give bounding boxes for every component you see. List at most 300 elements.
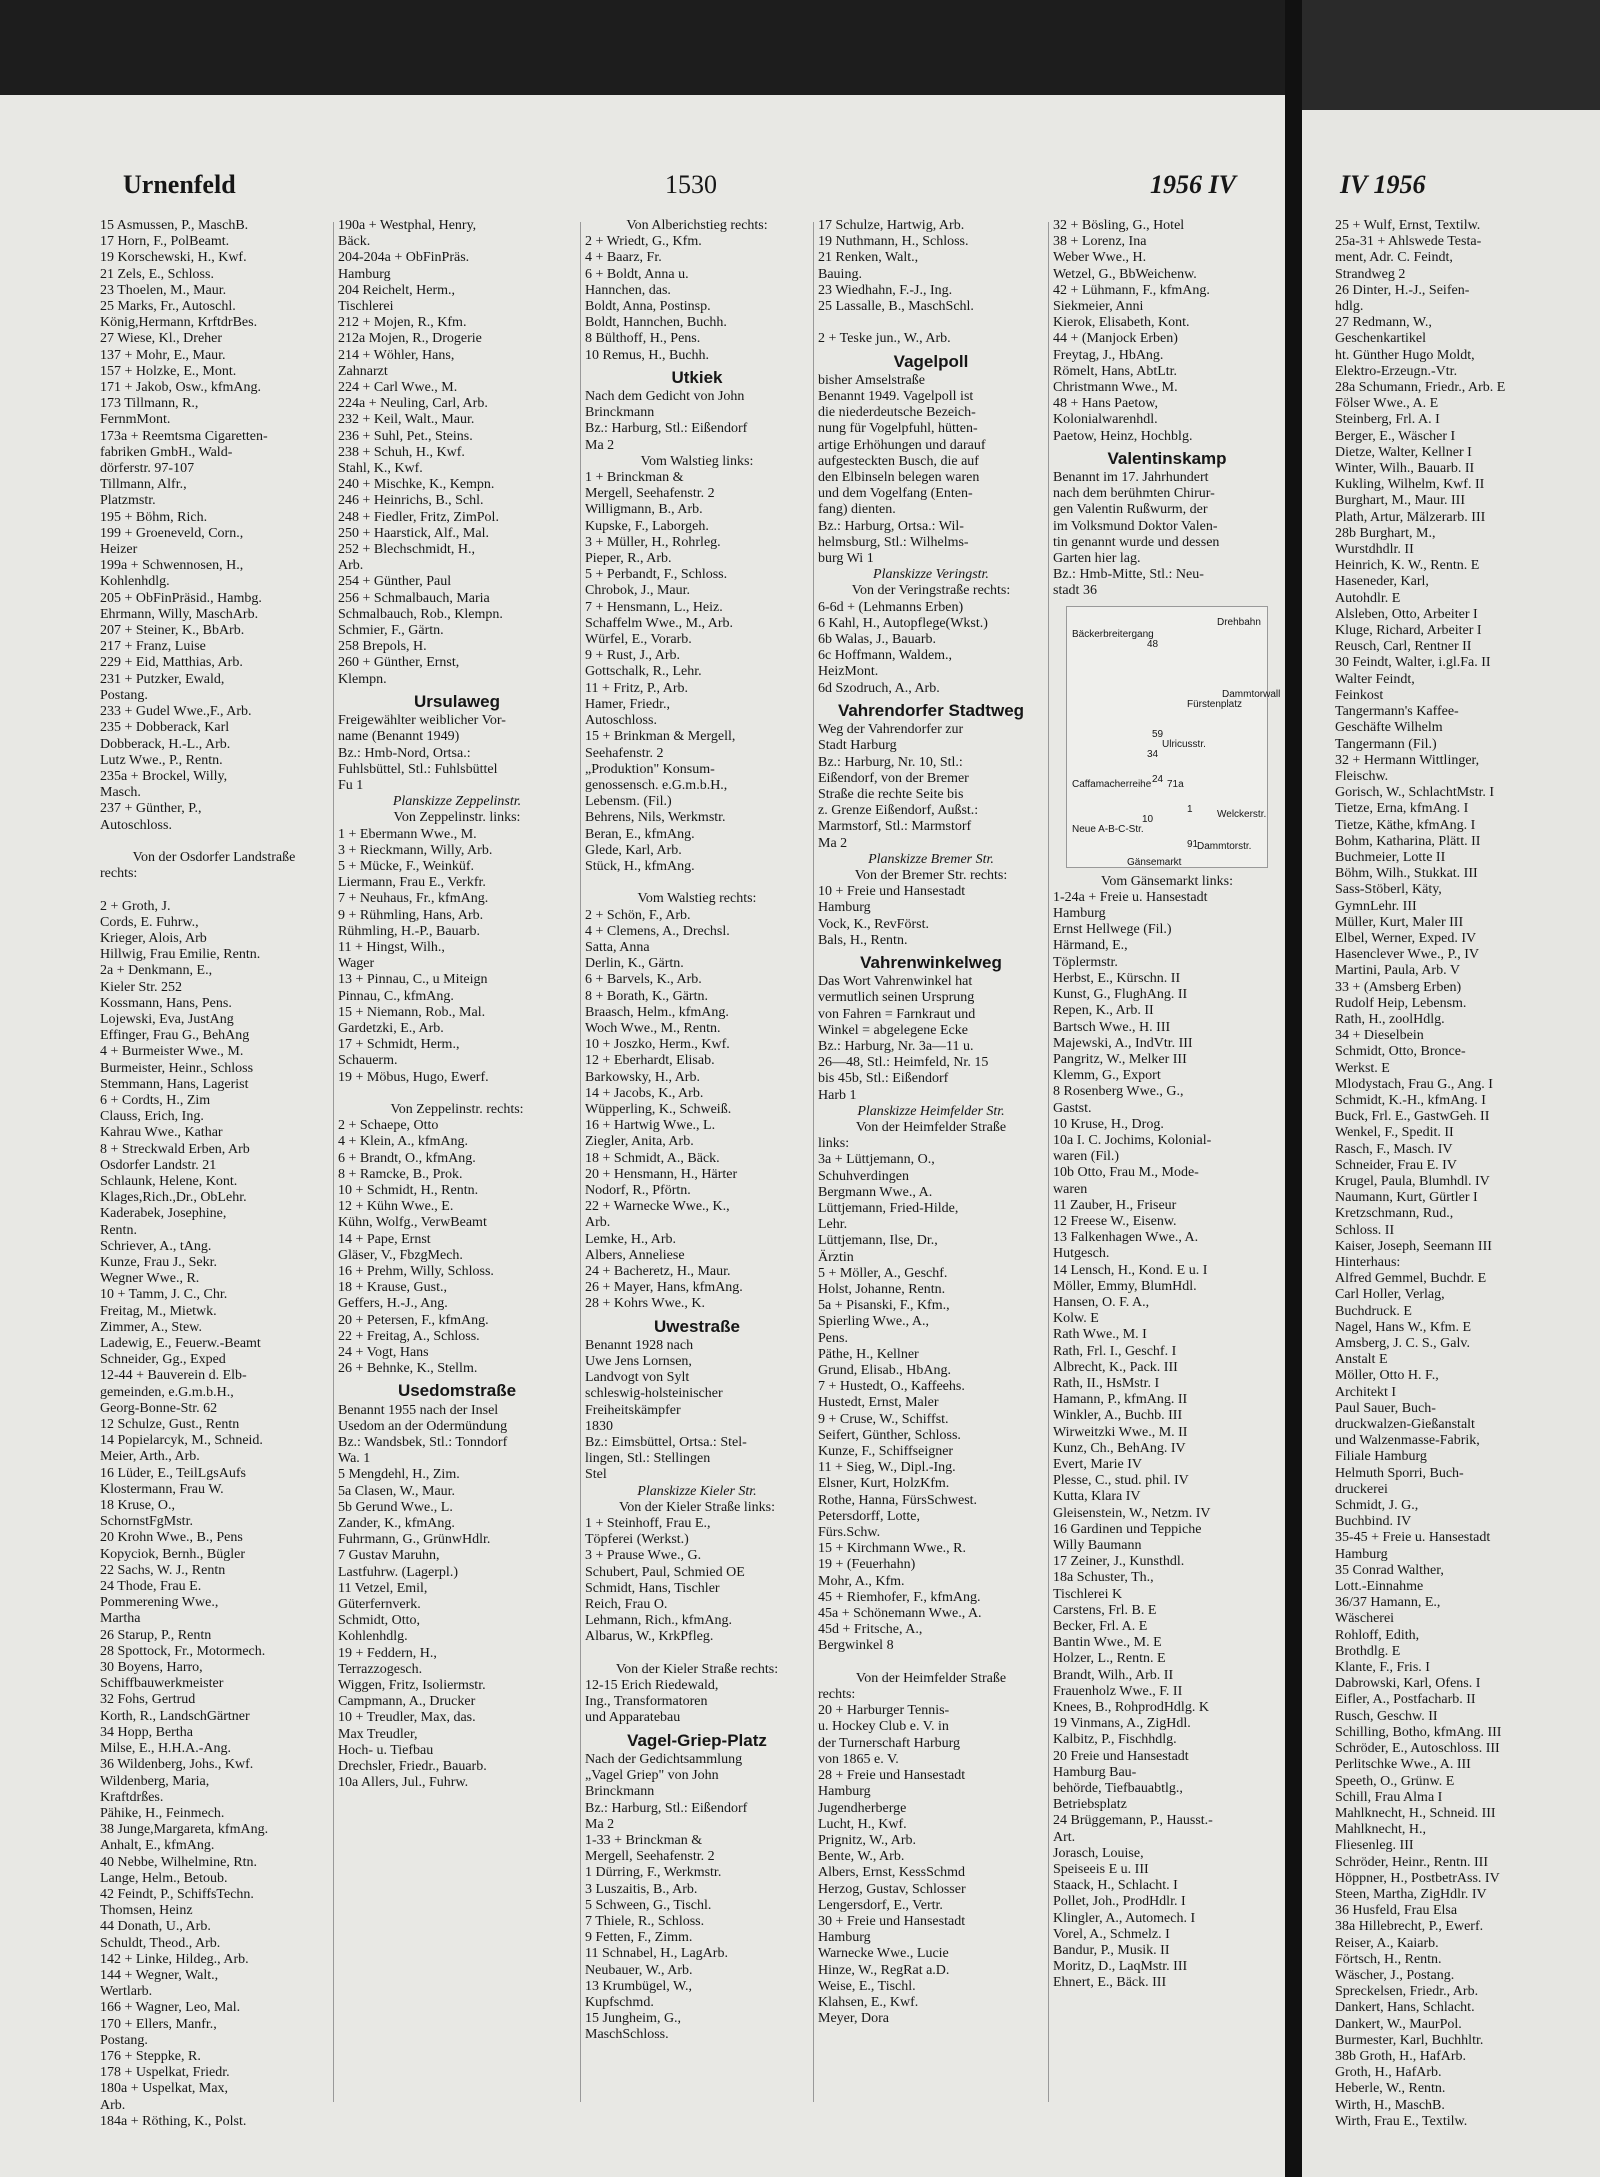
directory-entry: Vorel, A., Schmelz. I	[1053, 1926, 1170, 1942]
directory-entry: Wager	[338, 956, 375, 972]
directory-entry: 176 + Steppke, R.	[100, 2048, 201, 2064]
directory-entry: 27 Redmann, W.,	[1335, 315, 1432, 331]
directory-entry: 258 Brepols, H.	[338, 639, 427, 655]
directory-entry: Bantin Wwe., M. E	[1053, 1635, 1162, 1651]
directory-entry: 26 + Behnke, K., Stellm.	[338, 1361, 478, 1377]
directory-entry: Nagel, Hans W., Kfm. E	[1335, 1319, 1472, 1335]
directory-entry: 10b Otto, Frau M., Mode-	[1053, 1165, 1199, 1181]
direction-heading: Von der Osdorfer Landstraße	[132, 849, 296, 865]
directory-entry: Werkst. E	[1335, 1060, 1390, 1076]
directory-entry: Kunze, F., Schiffseigner	[818, 1444, 954, 1460]
map-house-number: 34	[1147, 748, 1159, 760]
directory-entry: Arb.	[585, 1215, 611, 1231]
directory-entry: 4 + Klein, A., kfmAng.	[338, 1134, 468, 1150]
directory-entry: König,Hermann, KrftdrBes.	[100, 315, 258, 331]
directory-entry: name (Benannt 1949)	[338, 729, 460, 745]
directory-entry: Evert, Marie IV	[1053, 1456, 1143, 1472]
directory-entry: Korth, R., LandschGärtner	[100, 1708, 250, 1724]
directory-entry: Wäscherei	[1335, 1611, 1395, 1627]
directory-entry: 8 Rosenberg Wwe., G.,	[1053, 1084, 1184, 1100]
directory-entry: 5 + Mücke, F., Weinküf.	[338, 858, 475, 874]
directory-entry: 48 + Hans Paetow,	[1053, 396, 1158, 412]
directory-entry: 229 + Eid, Matthias, Arb.	[100, 655, 243, 671]
directory-entry: 11 Zauber, H., Friseur	[1053, 1197, 1177, 1213]
directory-entry: Pieper, R., Arb.	[585, 551, 672, 567]
directory-entry: dörferstr. 97-107	[100, 461, 195, 477]
directory-entry: Rath, II., HsMstr. I	[1053, 1375, 1160, 1391]
map-label: Drehbahn	[1217, 616, 1261, 628]
directory-entry: 142 + Linke, Hildeg., Arb.	[100, 1951, 249, 1967]
directory-entry: Strandweg 2	[1335, 266, 1406, 282]
directory-entry: Schmidt, Otto,	[338, 1613, 421, 1629]
directory-entry: Petersdorff, Lotte,	[818, 1508, 920, 1524]
directory-entry: 11 Vetzel, Emil,	[338, 1580, 428, 1596]
directory-entry: Klingler, A., Automech. I	[1053, 1910, 1196, 1926]
directory-entry: 3 Luszaitis, B., Arb.	[585, 1881, 698, 1897]
directory-entry: Kieler Str. 252	[100, 979, 183, 995]
directory-entry: Möller, Emmy, BlumHdl.	[1053, 1278, 1197, 1294]
directory-entry: und Walzenmasse-Fabrik,	[1335, 1433, 1480, 1449]
directory-entry: 2 + Teske jun., W., Arb.	[818, 331, 951, 347]
street-heading: Vahrenwinkelweg	[860, 952, 1002, 972]
directory-entry: 1830	[585, 1418, 613, 1434]
directory-entry: 144 + Wegner, Walt.,	[100, 1967, 219, 1983]
directory-entry: Kunze, Frau J., Sekr.	[100, 1255, 218, 1270]
directory-entry: „Produktion" Konsum-	[585, 761, 715, 777]
directory-entry: Wetzel, G., BbWeichenw.	[1053, 266, 1197, 282]
directory-entry: von 1865 e. V.	[818, 1751, 899, 1767]
directory-entry: 34 Hopp, Bertha	[100, 1724, 193, 1740]
directory-entry: Ernst Hellwege (Fil.)	[1053, 922, 1172, 938]
directory-entry: 18 Kruse, O.,	[100, 1498, 176, 1514]
directory-entry: Pähike, H., Feinmech.	[100, 1805, 225, 1821]
directory-entry: 212 + Mojen, R., Kfm.	[338, 315, 467, 331]
directory-entry: Autohdlr. E	[1335, 590, 1401, 606]
directory-entry: Schneider, Frau E. IV	[1335, 1157, 1457, 1173]
directory-entry: Töplermstr.	[1053, 954, 1118, 970]
directory-entry: Rohloff, Edith,	[1335, 1627, 1420, 1643]
directory-entry: Wenkel, F., Spedit. II	[1335, 1125, 1454, 1141]
directory-entry: 14 Popielarcyk, M., Schneid.	[100, 1433, 263, 1449]
directory-entry: 27 Wiese, Kl., Dreher	[100, 331, 223, 347]
directory-entry: Satta, Anna	[585, 939, 650, 955]
directory-entry: die niederdeutsche Bezeich-	[818, 405, 976, 421]
directory-entry: Hamburg	[818, 900, 871, 916]
directory-entry: Prignitz, W., Arb.	[818, 1832, 917, 1848]
directory-entry: 38 + Lorenz, Ina	[1053, 234, 1147, 250]
directory-entry: Krugel, Paula, Blumhdl. IV	[1335, 1173, 1490, 1189]
direction-heading: Vom Walstieg links:	[640, 453, 754, 469]
directory-entry: 5a Clasen, W., Maur.	[338, 1483, 456, 1499]
directory-entry: 15 Asmussen, P., MaschB.	[100, 218, 249, 233]
directory-entry: Heinrich, K. W., Rentn. E	[1335, 558, 1480, 574]
directory-entry: Liermann, Frau E., Verkfr.	[338, 875, 486, 891]
directory-entry: Schmier, F., Gärtn.	[338, 623, 444, 639]
directory-entry: hdlg.	[1335, 299, 1364, 315]
directory-entry: 7 + Hustedt, O., Kaffeehs.	[818, 1379, 965, 1395]
directory-entry: Thomsen, Heinz	[100, 1903, 193, 1919]
directory-entry	[338, 1086, 576, 1102]
directory-entry: Kraftdrßes.	[100, 1789, 164, 1805]
directory-entry: 5 Schween, G., Tischl.	[585, 1897, 712, 1913]
directory-entry: Wildenberg, Maria,	[100, 1773, 210, 1789]
directory-entry: Spreckelsen, Friedr., Arb.	[1335, 1984, 1479, 2000]
directory-entry: Kupfschmd.	[585, 1994, 654, 2010]
directory-entry: Wirth, H., MaschB.	[1335, 2097, 1445, 2113]
directory-entry: Kalbitz, P., Fischhdlg.	[1053, 1732, 1177, 1748]
directory-entry: Bz.: Harburg, Nr. 3a—11 u.	[818, 1038, 974, 1054]
running-head-year: 1956 IV	[1150, 170, 1236, 199]
directory-entry: Benannt im 17. Jahrhundert	[1053, 470, 1209, 486]
directory-entry: Grund, Elisab., HbAng.	[818, 1363, 951, 1379]
directory-entry: 4 + Baarz, Fr.	[585, 250, 662, 266]
directory-entry: Mahlknecht, H.,	[1335, 1822, 1426, 1838]
directory-entry: 1 + Ebermann Wwe., M.	[338, 826, 477, 842]
directory-entry: links:	[818, 1136, 850, 1152]
directory-entry: Benannt 1955 nach der Insel	[338, 1402, 499, 1418]
directory-entry: Albarus, W., KrkPfleg.	[585, 1629, 714, 1645]
directory-entry: Kunst, G., FlughAng. II	[1053, 987, 1188, 1003]
directory-entry: 42 + Lühmann, F., kfmAng.	[1053, 282, 1210, 298]
directory-entry: 16 + Hartwig Wwe., L.	[585, 1118, 716, 1134]
directory-entry: Eifler, A., Postfacharb. II	[1335, 1692, 1476, 1708]
directory-entry: Clauss, Erich, Ing.	[100, 1109, 204, 1125]
directory-entry: Gardetzki, E., Arb.	[338, 1020, 444, 1036]
directory-column-2	[338, 218, 576, 2118]
directory-entry: 18 + Schmidt, A., Bäck.	[585, 1150, 720, 1166]
directory-entry: 44 Donath, U., Arb.	[100, 1919, 211, 1935]
directory-entry: 5 + Perbandt, F., Schloss.	[585, 567, 728, 583]
directory-entry: 11 + Fritz, P., Arb.	[585, 680, 689, 696]
directory-entry: Schriever, A., tAng.	[100, 1238, 212, 1254]
directory-entry: Heizer	[100, 542, 138, 558]
directory-entry: 199 + Groeneveld, Corn.,	[100, 525, 244, 541]
directory-entry: 1-24a + Freie u. Hansestadt	[1053, 889, 1208, 905]
directory-entry: Willigmann, B., Arb.	[585, 502, 703, 518]
direction-heading: Von Zeppelinstr. links:	[393, 810, 521, 826]
directory-entry: Haseneder, Karl,	[1335, 574, 1429, 590]
directory-entry: 233 + Gudel Wwe.,F., Arb.	[100, 704, 252, 720]
directory-entry: Reich, Frau O.	[585, 1597, 668, 1613]
directory-entry: Ärztin	[818, 1249, 854, 1265]
directory-entry: Rasch, F., Masch. IV	[1335, 1141, 1453, 1157]
directory-entry: 25 Marks, Fr., Autoschl.	[100, 299, 236, 315]
directory-entry: Buck, Frl. E., GastwGeh. II	[1335, 1109, 1490, 1125]
directory-entry: 5a + Pisanski, F., Kfm.,	[818, 1298, 950, 1314]
directory-entry: Weise, E., Tischl.	[818, 1978, 916, 1994]
directory-entry: Tangermann (Fil.)	[1335, 736, 1437, 752]
directory-entry: 32 + Hermann Wittlinger,	[1335, 752, 1480, 768]
directory-entry: 40 Nebbe, Wilhelmine, Rtn.	[100, 1854, 258, 1870]
map-reference: Planskizze Bremer Str.	[868, 851, 994, 867]
directory-entry: stadt 36	[1053, 583, 1097, 599]
directory-entry: lingen, Stl.: Stellingen	[585, 1451, 711, 1467]
directory-entry: Burmester, Karl, Buchhltr.	[1335, 2032, 1484, 2048]
directory-entry: 170 + Ellers, Manfr.,	[100, 2016, 217, 2032]
directory-entry: 1 Dürring, F., Werkmstr.	[585, 1865, 722, 1881]
directory-entry: Schubert, Paul, Schmied OE	[585, 1564, 745, 1580]
directory-entry: und dem Vogelfang (Enten-	[818, 486, 973, 502]
directory-entry: 22 + Freitag, A., Schloss.	[338, 1328, 480, 1344]
directory-entry: Tillmann, Alfr.,	[100, 477, 187, 493]
directory-entry: 19 + (Feuerhahn)	[818, 1557, 916, 1573]
directory-entry: Schuhverdingen	[818, 1168, 909, 1184]
directory-entry: Drechsler, Friedr., Bauarb.	[338, 1759, 487, 1775]
directory-entry: Meier, Arth., Arb.	[100, 1449, 200, 1465]
directory-entry: Staack, H., Schlacht. I	[1053, 1878, 1178, 1894]
directory-entry: Klempn.	[338, 671, 387, 687]
directory-entry: Pinnau, C., kfmAng.	[338, 988, 454, 1004]
directory-entry: Freytag, J., HbAng.	[1053, 347, 1164, 363]
running-head-street: Urnenfeld	[123, 170, 236, 199]
directory-entry: 6 Kahl, H., Autopflege(Wkst.)	[818, 615, 988, 631]
directory-entry: Würfel, E., Vorarb.	[585, 632, 692, 648]
directory-entry: 224 + Carl Wwe., M.	[338, 380, 458, 396]
directory-entry: 8 + Borath, K., Gärtn.	[585, 988, 708, 1004]
direction-heading: Von der Kieler Straße links:	[618, 1499, 776, 1515]
directory-entry: Wirweitzki Wwe., M. II	[1053, 1424, 1188, 1440]
directory-entry: 26—48, Stl.: Heimfeld, Nr. 15	[818, 1055, 989, 1071]
directory-entry: Lemke, H., Arb.	[585, 1231, 676, 1247]
directory-entry: 7 + Neuhaus, Fr., kfmAng.	[338, 891, 489, 907]
directory-entry: Ma 2	[585, 437, 615, 453]
directory-entry: Herzog, Gustav, Schlosser	[818, 1881, 966, 1897]
directory-entry: 15 + Brinkman & Mergell,	[585, 729, 736, 745]
directory-entry: Kaderabek, Josephine,	[100, 1206, 227, 1222]
directory-entry: Kolw. E	[1053, 1311, 1099, 1327]
directory-entry: 25 Lassalle, B., MaschSchl.	[818, 299, 974, 315]
directory-entry: 2 + Groth, J.	[100, 898, 171, 914]
map-house-number: 91	[1187, 838, 1199, 850]
directory-entry: Päthe, H., Kellner	[818, 1346, 919, 1362]
directory-entry: Campmann, A., Drucker	[338, 1694, 476, 1710]
directory-entry: Plesse, C., stud. phil. IV	[1053, 1473, 1189, 1489]
directory-entry: Arb.	[100, 2097, 126, 2113]
directory-entry: Reusch, Carl, Rentner II	[1335, 639, 1472, 655]
directory-entry: 252 + Blechschmidt, H.,	[338, 542, 475, 558]
directory-entry: Kossmann, Hans, Pens.	[100, 995, 232, 1011]
directory-entry: 236 + Suhl, Pet., Steins.	[338, 428, 473, 444]
directory-entry	[585, 1646, 809, 1662]
directory-column-right-page	[1335, 218, 1600, 2129]
directory-entry: 9 + Cruse, W., Schiffst.	[818, 1411, 949, 1427]
direction-heading: Von der Bremer Str. rechts:	[854, 867, 1008, 883]
directory-entry	[818, 315, 1044, 331]
directory-entry	[818, 1655, 1044, 1671]
directory-entry: 19 + Möbus, Hugo, Ewerf.	[338, 1069, 489, 1085]
directory-entry	[100, 834, 328, 850]
directory-entry: 6c Hoffmann, Waldem.,	[818, 648, 953, 664]
directory-entry: 21 Zels, E., Schloss.	[100, 266, 214, 282]
directory-entry: behörde, Tiefbauabtlg.,	[1053, 1781, 1183, 1797]
directory-entry: Bartsch Wwe., H. III	[1053, 1019, 1171, 1035]
directory-entry	[585, 875, 809, 891]
directory-entry: Lengersdorf, E., Vertr.	[818, 1897, 943, 1913]
directory-entry: Weber Wwe., H.	[1053, 250, 1147, 266]
directory-entry: 16 + Prehm, Willy, Schloss.	[338, 1264, 494, 1279]
directory-entry: 36 Husfeld, Frau Elsa	[1335, 1903, 1458, 1919]
directory-entry: Autoschloss.	[585, 713, 657, 729]
directory-entry: 2 + Schaepe, Otto	[338, 1118, 439, 1134]
directory-entry: Albers, Ernst, KessSchmd	[818, 1865, 965, 1881]
directory-entry: Dabrowski, Karl, Ofens. I	[1335, 1676, 1481, 1692]
directory-entry: Speiseeis E u. III	[1053, 1862, 1149, 1878]
directory-entry: Buchmeier, Lotte II	[1335, 849, 1446, 865]
directory-entry: Freiheitskämpfer	[585, 1402, 681, 1418]
directory-entry: 10a I. C. Jochims, Kolonial-	[1053, 1132, 1212, 1148]
directory-entry: Max Treudler,	[338, 1726, 418, 1742]
directory-entry: Klostermann, Frau W.	[100, 1481, 224, 1497]
directory-entry: 10 + Freie und Hansestadt	[818, 884, 966, 900]
directory-entry: 10a Allers, Jul., Fuhrw.	[338, 1775, 469, 1791]
directory-entry: im Volksmund Doktor Valen-	[1053, 518, 1218, 534]
directory-entry: Wüpperling, K., Schweiß.	[585, 1101, 732, 1117]
directory-entry: Carl Holler, Verlag,	[1335, 1287, 1445, 1303]
directory-entry: Höppner, H., PostbetrAss. IV	[1335, 1870, 1500, 1886]
directory-entry: Stel	[585, 1467, 607, 1483]
directory-entry: Winkel = abgelegene Ecke	[818, 1022, 968, 1038]
directory-entry: Albers, Anneliese	[585, 1247, 685, 1263]
directory-entry: Schröder, Heinr., Rentn. III	[1335, 1854, 1489, 1870]
directory-entry: Seehafenstr. 2	[585, 745, 664, 761]
directory-entry: Marmstorf, Stl.: Marmstorf	[818, 819, 972, 835]
directory-entry: Pens.	[818, 1330, 848, 1346]
directory-entry: Schiffbauwerkmeister	[100, 1676, 224, 1692]
directory-entry: 3a + Lüttjemann, O.,	[818, 1152, 935, 1168]
directory-entry: 16 Gardinen und Teppiche	[1053, 1521, 1202, 1537]
directory-entry: Kutta, Klara IV	[1053, 1489, 1141, 1505]
directory-entry: Dietze, Walter, Kellner I	[1335, 444, 1472, 460]
directory-entry: Tangermann's Kaffee-	[1335, 704, 1459, 720]
directory-entry: Gleisenstein, W., Netzm. IV	[1053, 1505, 1211, 1521]
directory-entry: SchornstFgMstr.	[100, 1514, 193, 1530]
directory-entry: Hamburg	[1053, 906, 1106, 922]
directory-entry: Kolonialwarenhdl.	[1053, 412, 1158, 428]
directory-entry: Albrecht, K., Pack. III	[1053, 1359, 1178, 1375]
directory-entry: 8 Bülthoff, H., Pens.	[585, 331, 701, 347]
directory-entry: Wertlarb.	[100, 1984, 153, 2000]
directory-entry: Geschäfte Wilhelm	[1335, 720, 1443, 736]
directory-entry: Hamburg	[338, 266, 391, 282]
directory-entry: Plath, Artur, Mälzerarb. III	[1335, 509, 1486, 525]
directory-entry: 35 Conrad Walther,	[1335, 1562, 1444, 1578]
directory-entry: GymnLehr. III	[1335, 898, 1417, 914]
directory-entry: Ziegler, Anita, Arb.	[585, 1134, 694, 1150]
directory-entry: vermutlich seinen Ursprung	[818, 990, 975, 1006]
directory-entry: Zimmer, A., Stew.	[100, 1319, 202, 1335]
directory-entry: Art.	[1053, 1829, 1076, 1845]
directory-entry: Härmand, E.,	[1053, 938, 1128, 954]
directory-entry: 9 + Rühmling, Hans, Arb.	[338, 907, 484, 923]
directory-entry: Kahrau Wwe., Kathar	[100, 1125, 223, 1141]
directory-entry: artige Erhöhungen und darauf	[818, 437, 986, 453]
directory-entry: Rothe, Hanna, FürsSchwest.	[818, 1492, 978, 1508]
directory-entry: Möller, Otto H. F.,	[1335, 1368, 1439, 1384]
directory-entry: Fuhlsbüttel, Stl.: Fuhlsbüttel	[338, 761, 498, 777]
directory-entry: Postang.	[100, 2032, 148, 2048]
directory-entry: „Vagel Griep" von John	[585, 1768, 719, 1784]
directory-entry: 12 Freese W., Eisenw.	[1053, 1213, 1177, 1229]
map-label: Dammtorwall	[1222, 688, 1281, 700]
directory-entry: 19 + Feddern, H.,	[338, 1645, 437, 1661]
directory-entry: Herbst, E., Kürschn. II	[1053, 970, 1181, 986]
directory-entry: 1 + Brinckman &	[585, 470, 684, 486]
directory-entry: 42 Feindt, P., SchiffsTechn.	[100, 1886, 254, 1902]
directory-entry: Bz.: Harburg, Ortsa.: Wil-	[818, 518, 964, 534]
directory-entry: Bohm, Katharina, Plätt. II	[1335, 833, 1481, 849]
directory-entry: helmsburg, Stl.: Wilhelms-	[818, 534, 969, 550]
directory-entry: 212a Mojen, R., Drogerie	[338, 331, 482, 347]
directory-entry: Wirth, Frau E., Textilw.	[1335, 2113, 1468, 2129]
directory-entry: Dankert, W., MaurPol.	[1335, 2016, 1462, 2032]
directory-entry: 190a + Westphal, Henry,	[338, 218, 477, 233]
direction-heading: Vom Walstieg rechts:	[637, 891, 757, 907]
map-house-number: 24	[1152, 773, 1164, 785]
directory-entry: 19 Nuthmann, H., Schloss.	[818, 234, 969, 250]
directory-entry: 23 Thoelen, M., Maur.	[100, 282, 227, 298]
directory-entry: rechts:	[100, 866, 138, 882]
directory-entry: burg Wi 1	[818, 551, 874, 567]
directory-entry: 38 Junge,Margareta, kfmAng.	[100, 1822, 269, 1838]
directory-entry: Hamburg Bau-	[1053, 1764, 1137, 1780]
directory-entry: Bente, W., Arb.	[818, 1849, 905, 1865]
street-heading: Usedomstraße	[397, 1381, 517, 1401]
directory-entry: 12 + Kühn Wwe., E.	[338, 1199, 454, 1215]
directory-entry: 30 Boyens, Harro,	[100, 1660, 203, 1676]
directory-entry: Mergell, Seehafenstr. 2	[585, 486, 715, 502]
directory-entry: Bz.: Hmb-Nord, Ortsa.:	[338, 745, 471, 761]
directory-entry: Ing., Transformatoren	[585, 1694, 708, 1710]
directory-entry: Kühn, Wolfg., VerwBeamt	[338, 1215, 487, 1231]
directory-entry: Moritz, D., LaqMstr. III	[1053, 1959, 1188, 1975]
directory-entry: 232 + Keil, Walt., Maur.	[338, 412, 475, 428]
directory-entry: 8 + Streckwald Erben, Arb	[100, 1141, 250, 1157]
directory-entry: 17 Schulze, Hartwig, Arb.	[818, 218, 965, 233]
directory-entry: 19 Korschewski, H., Kwf.	[100, 250, 247, 266]
directory-entry: genossensch. e.G.m.b.H.,	[585, 777, 728, 793]
directory-entry: 4 + Clemens, A., Drechsl.	[585, 923, 730, 939]
directory-entry: 26 + Mayer, Hans, kfmAng.	[585, 1280, 743, 1296]
directory-entry: Speeth, O., Grünw. E	[1335, 1773, 1455, 1789]
directory-entry: Rusch, Geschw. II	[1335, 1708, 1438, 1724]
directory-entry: 11 + Sieg, W., Dipl.-Ing.	[818, 1460, 956, 1476]
directory-entry: 28 + Freie und Hansestadt	[818, 1768, 966, 1784]
directory-entry: Holzer, L., Rentn. E	[1053, 1651, 1166, 1667]
directory-entry: Terrazzogesch.	[338, 1661, 423, 1677]
directory-entry: Masch.	[100, 785, 141, 801]
directory-entry: 20 + Hensmann, H., Härter	[585, 1166, 738, 1182]
directory-entry: 7 Gustav Maruhn,	[338, 1548, 440, 1564]
directory-entry: Elsner, Kurt, HolzKfm.	[818, 1476, 950, 1492]
directory-entry: Lojewski, Eva, JustAng	[100, 1011, 234, 1027]
street-heading: Vagel-Griep-Platz	[627, 1730, 767, 1750]
directory-entry: Straße die rechte Seite bis	[818, 786, 964, 802]
directory-entry: Bauing.	[818, 266, 862, 282]
directory-entry: u. Hockey Club e. V. in	[818, 1719, 949, 1735]
directory-entry: Derlin, K., Gärtn.	[585, 956, 684, 972]
directory-entry: Klages,Rich.,Dr., ObLehr.	[100, 1190, 247, 1206]
directory-entry: der Turnerschaft Harburg	[818, 1735, 961, 1751]
directory-entry: Schmidt, K.-H., kfmAng. I	[1335, 1092, 1486, 1108]
directory-entry: 10 + Treudler, Max, das.	[338, 1710, 476, 1726]
street-heading: Vahrendorfer Stadtweg	[837, 700, 1025, 720]
directory-column-4	[818, 218, 1044, 2118]
directory-entry: Hannchen, das.	[585, 282, 671, 298]
directory-entry: Kukling, Wilhelm, Kwf. II	[1335, 477, 1485, 493]
directory-entry: Winkler, A., Buchb. III	[1053, 1408, 1183, 1424]
directory-entry: Rudolf Heip, Lebensm.	[1335, 995, 1467, 1011]
directory-entry: Nach der Gedichtsammlung	[585, 1751, 743, 1767]
